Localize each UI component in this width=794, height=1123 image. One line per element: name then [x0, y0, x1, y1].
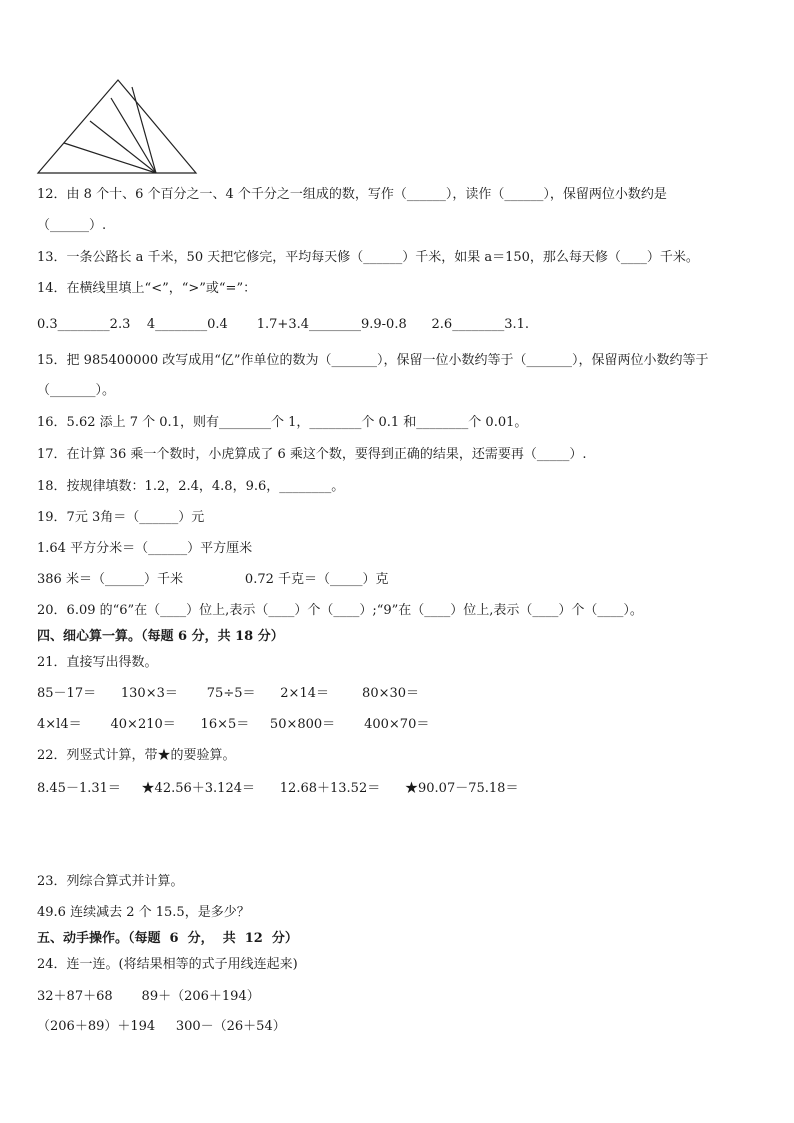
question-15-line-2: （_______）。	[37, 383, 116, 398]
question-13: 13．一条公路长 a 千米，50 天把它修完，平均每天修（______）千米，如果 a＝150，那么每天修（____）千米。	[37, 250, 699, 265]
triangle-outline	[38, 80, 196, 173]
question-23: 23．列综合算式并计算。	[37, 874, 184, 889]
triangle-divider-1	[64, 143, 156, 173]
question-12-line-2: （______）.	[37, 218, 107, 233]
question-16: 16．5.62 添上 7 个 0.1，则有________个 1，________个 0.1 和________个 0.01。	[37, 415, 528, 430]
question-14-items: 0.3________2.3 4________0.4 1.7+3.4________9.9-0.8 2.6________3.1.	[37, 317, 530, 332]
question-21-row-1: 85－17＝ 130×3＝ 75÷5＝ 2×14＝ 80×30＝	[37, 686, 420, 701]
triangle-divider-3	[111, 98, 156, 173]
question-24: 24．连一连。(将结果相等的式子用线连起来)	[37, 957, 298, 972]
question-19-line-1: 19．7元 3角＝（______）元	[37, 510, 205, 525]
question-21-row-2: 4×l4＝ 40×210＝ 16×5＝ 50×800＝ 400×70＝	[37, 717, 430, 732]
question-15-line-1: 15．把 985400000 改写成用“亿”作单位的数为（_______），保留一位小数约等于（_______），保留两位小数约等于	[37, 353, 709, 368]
section-4-heading: 四、细心算一算。（每题 6 分，共 18 分）	[37, 629, 284, 644]
question-12-line-1: 12．由 8 个十、6 个百分之一、4 个千分之一组成的数，写作（______），读作（______），保留两位小数约是	[37, 187, 667, 202]
question-19-line-2: 1.64 平方分米＝（______）平方厘米	[37, 541, 253, 556]
question-24-row-2: （206＋89）＋194 300－（26＋54）	[37, 1019, 286, 1034]
question-20: 20．6.09 的“6”在（____）位上,表示（____）个（____）;“9”在（____）位上,表示（____）个（____）。	[37, 603, 643, 618]
question-19-line-3: 386 米＝（______）千米 0.72 千克＝（_____）克	[37, 572, 389, 587]
question-24-row-1: 32＋87＋68 89＋（206＋194）	[37, 989, 260, 1004]
question-22: 22．列竖式计算，带★的要验算。	[37, 748, 236, 763]
question-23-text: 49.6 连续减去 2 个 15.5，是多少？	[37, 905, 250, 920]
question-22-row: 8.45－1.31＝ ★42.56＋3.124＝ 12.68＋13.52＝ ★90.07－75.18＝	[37, 781, 519, 796]
question-21: 21．直接写出得数。	[37, 655, 158, 670]
question-18: 18．按规律填数：1.2，2.4，4.8，9.6，________。	[37, 479, 345, 494]
triangle-divider-4	[132, 87, 156, 173]
question-17: 17．在计算 36 乘一个数时，小虎算成了 6 乘这个数，要得到正确的结果，还需要再（_____）.	[37, 447, 587, 462]
triangle-figure	[36, 76, 198, 176]
triangle-divider-2	[90, 121, 156, 173]
question-14: 14．在横线里填上“<”，“>”或“=”：	[37, 281, 257, 296]
section-5-heading: 五、动手操作。（每题 6 分， 共 12 分）	[37, 931, 298, 946]
